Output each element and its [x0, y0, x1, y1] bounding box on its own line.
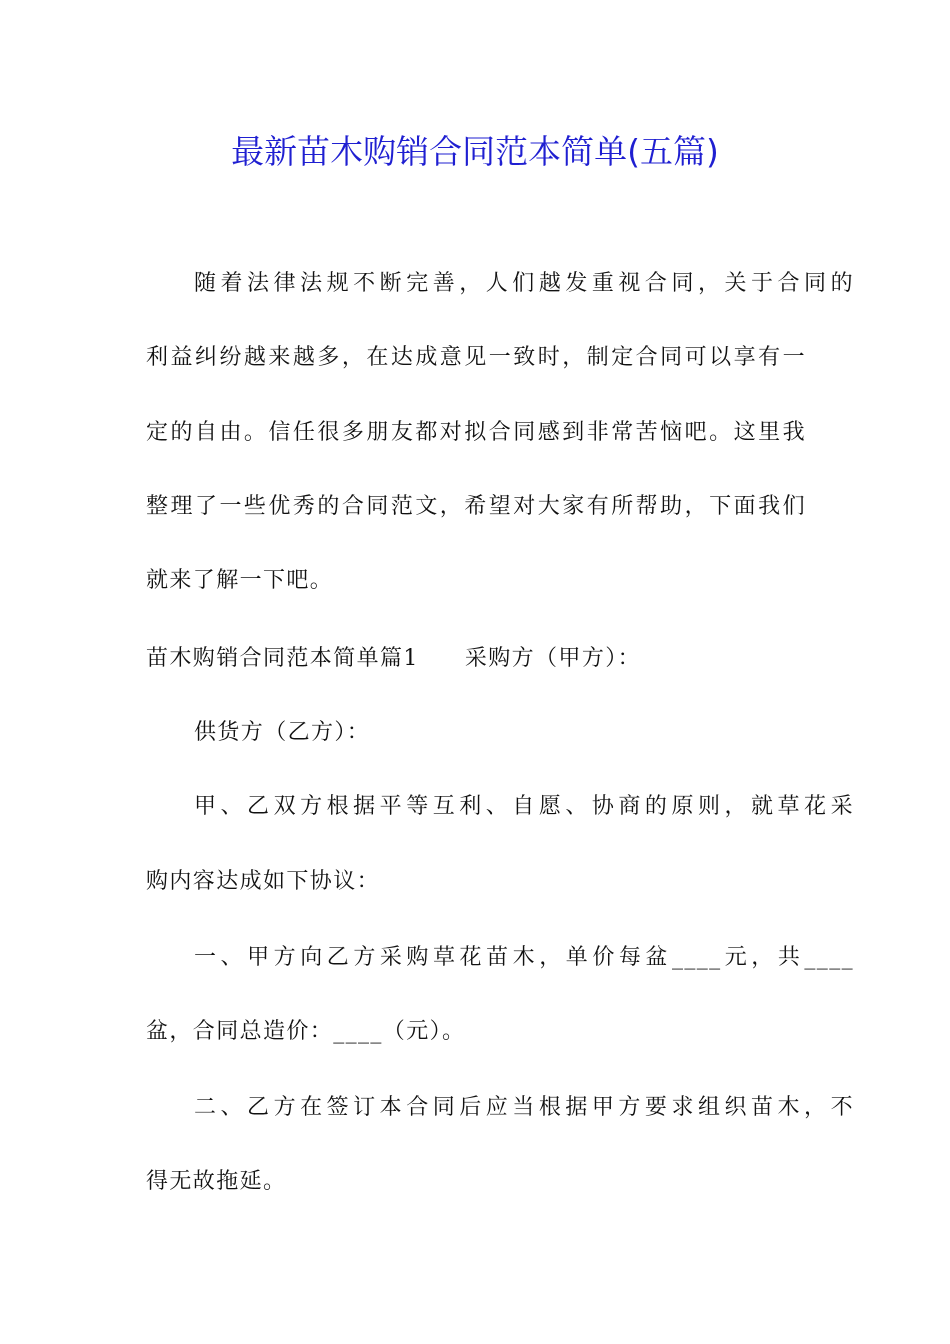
clause-1-line-2: 盆，合同总造价：____（元）。 [146, 1019, 466, 1044]
document-title: 最新苗木购销合同范本简单(五篇) [231, 132, 719, 171]
section-heading: 苗木购销合同范本简单篇1 [146, 646, 419, 671]
agreement-line-1: 甲、乙双方根据平等互利、自愿、协商的原则，就草花采 [194, 794, 854, 819]
section-heading-line [146, 642, 806, 676]
clause-2-line-2: 得无故拖延。 [146, 1169, 287, 1194]
intro-line-3: 定的自由。信任很多朋友都对拟合同感到非常苦恼吧。这里我 [146, 420, 806, 445]
clause-1-line-1: 一、甲方向乙方采购草花苗木，单价每盆____元，共____ [194, 945, 854, 970]
intro-line-1: 随着法律法规不断完善，人们越发重视合同，关于合同的 [194, 271, 854, 296]
clause-2-line-1: 二、乙方在签订本合同后应当根据甲方要求组织苗木，不 [194, 1095, 854, 1120]
intro-line-5: 就来了解一下吧。 [146, 568, 334, 593]
supplier-label: 供货方（乙方）： [194, 720, 371, 745]
agreement-line-2: 购内容达成如下协议： [146, 869, 381, 894]
intro-line-2: 利益纠纷越来越多，在达成意见一致时，制定合同可以享有一 [146, 345, 806, 370]
intro-line-4: 整理了一些优秀的合同范文，希望对大家有所帮助，下面我们 [146, 494, 806, 519]
buyer-label: 采购方（甲方）： [464, 646, 642, 671]
